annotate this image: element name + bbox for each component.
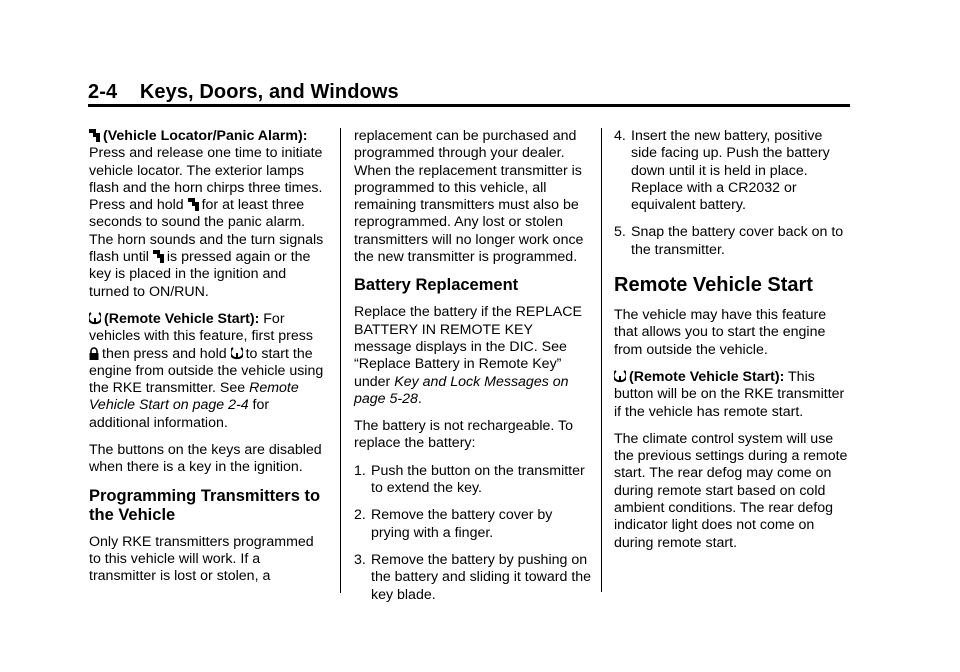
vehicle-locator-panic-icon xyxy=(188,198,199,211)
column-2 xyxy=(354,128,592,614)
battery-steps-list xyxy=(354,463,592,604)
replacement-paragraph: replacement can be purchased and programmed through your dealer. When the replacement transmitter is programmed to this vehicle, all remaining transmitters must also be reprogrammed. Any lost or stolen transmitters will no longer work once the new transmitter is programmed. xyxy=(354,128,584,266)
remote-vehicle-start-heading: Remote Vehicle Start xyxy=(614,274,813,297)
list-item: 1. Push the button on the transmitter to extend the key. xyxy=(354,462,585,497)
list-item: 4. Insert the new battery, positive side facing up. Push the battery down until it is held in place. Replace with a CR2032 or equivalent battery. xyxy=(614,128,830,214)
remote-start-icon xyxy=(614,370,626,383)
panic-heading: (Vehicle Locator/Panic Alarm): xyxy=(103,128,308,144)
column-divider-1 xyxy=(340,128,341,593)
not-rechargeable-paragraph: The battery is not rechargeable. To replace the battery: xyxy=(354,418,573,452)
page-header xyxy=(88,80,850,106)
battery-steps-list-continued xyxy=(614,128,852,259)
vehicle-locator-panic-icon xyxy=(89,129,100,142)
key-lock-messages-link[interactable]: Key and Lock Messages on page 5-28 xyxy=(354,373,569,407)
panic-paragraph xyxy=(89,128,327,301)
remote-start-text-b: then press and hold xyxy=(102,345,231,362)
column-1 xyxy=(89,128,327,596)
remote-start-link[interactable]: Remote Vehicle Start on page 2-4 xyxy=(89,380,299,414)
panic-text-a: Press and release one time to initiate vehicle locator. The exterior lamps flash and the horn chirps three times. Press and hold xyxy=(89,145,323,214)
remote-feature-paragraph: The vehicle may have this feature that allows you to start the engine from outside the vehicle. xyxy=(614,307,827,358)
remote-start-text-c: to start the engine from outside the vehicle using the RKE transmitter. See xyxy=(89,345,324,397)
remote-start-heading: (Remote Vehicle Start): xyxy=(104,310,260,327)
lock-icon xyxy=(89,347,99,360)
climate-paragraph: The climate control system will use the previous settings during a remote start. The rear defog may come on during remote start based on cold ambient conditions. The rear defog indicator light does not come on during remote start. xyxy=(614,430,848,551)
remote-start-icon xyxy=(231,347,243,360)
keys-disabled-paragraph: The buttons on the keys are disabled when there is a key in the ignition. xyxy=(89,442,322,476)
remote-start-text-a: For vehicles with this feature, first press xyxy=(89,310,313,345)
battery-paragraph: Replace the battery if the REPLACE BATTERY IN REMOTE KEY message displays in the DIC. See “Replace Battery in Remote Key” under Key and Lock Messages on page 5-28. xyxy=(354,304,582,407)
battery-heading: Battery Replacement xyxy=(354,276,519,295)
header-rule xyxy=(88,104,850,107)
panic-text-b: for at least three seconds to sound the panic alarm. The horn sounds and the turn signals flash until xyxy=(89,197,324,266)
programming-paragraph: Only RKE transmitters programmed to this vehicle will work. If a transmitter is lost or stolen, a xyxy=(89,533,314,585)
vehicle-locator-panic-icon xyxy=(153,250,164,263)
list-item: 5. Snap the battery cover back on to the transmitter. xyxy=(614,224,844,258)
programming-heading: Programming Transmitters to the Vehicle xyxy=(89,486,321,524)
remote-button-paragraph: (Remote Vehicle Start): This button will be on the RKE transmitter if the vehicle has remote start. xyxy=(614,368,845,420)
panic-text-c: is pressed again or the key is placed in the ignition and turned to ON/RUN. xyxy=(89,249,311,300)
remote-start-icon xyxy=(89,312,101,325)
list-item: 3. Remove the battery by pushing on the battery and sliding it toward the key blade. xyxy=(354,551,592,603)
remote-start-paragraph xyxy=(89,311,327,432)
column-divider-2 xyxy=(601,128,602,592)
remote-start-text-d: for additional information. xyxy=(89,397,270,431)
column-3 xyxy=(614,128,852,562)
page-title: 2-4 Keys, Doors, and Windows xyxy=(88,81,399,103)
list-item: 2. Remove the battery cover by prying with a finger. xyxy=(354,507,553,541)
remote-button-heading: (Remote Vehicle Start): xyxy=(629,368,785,385)
